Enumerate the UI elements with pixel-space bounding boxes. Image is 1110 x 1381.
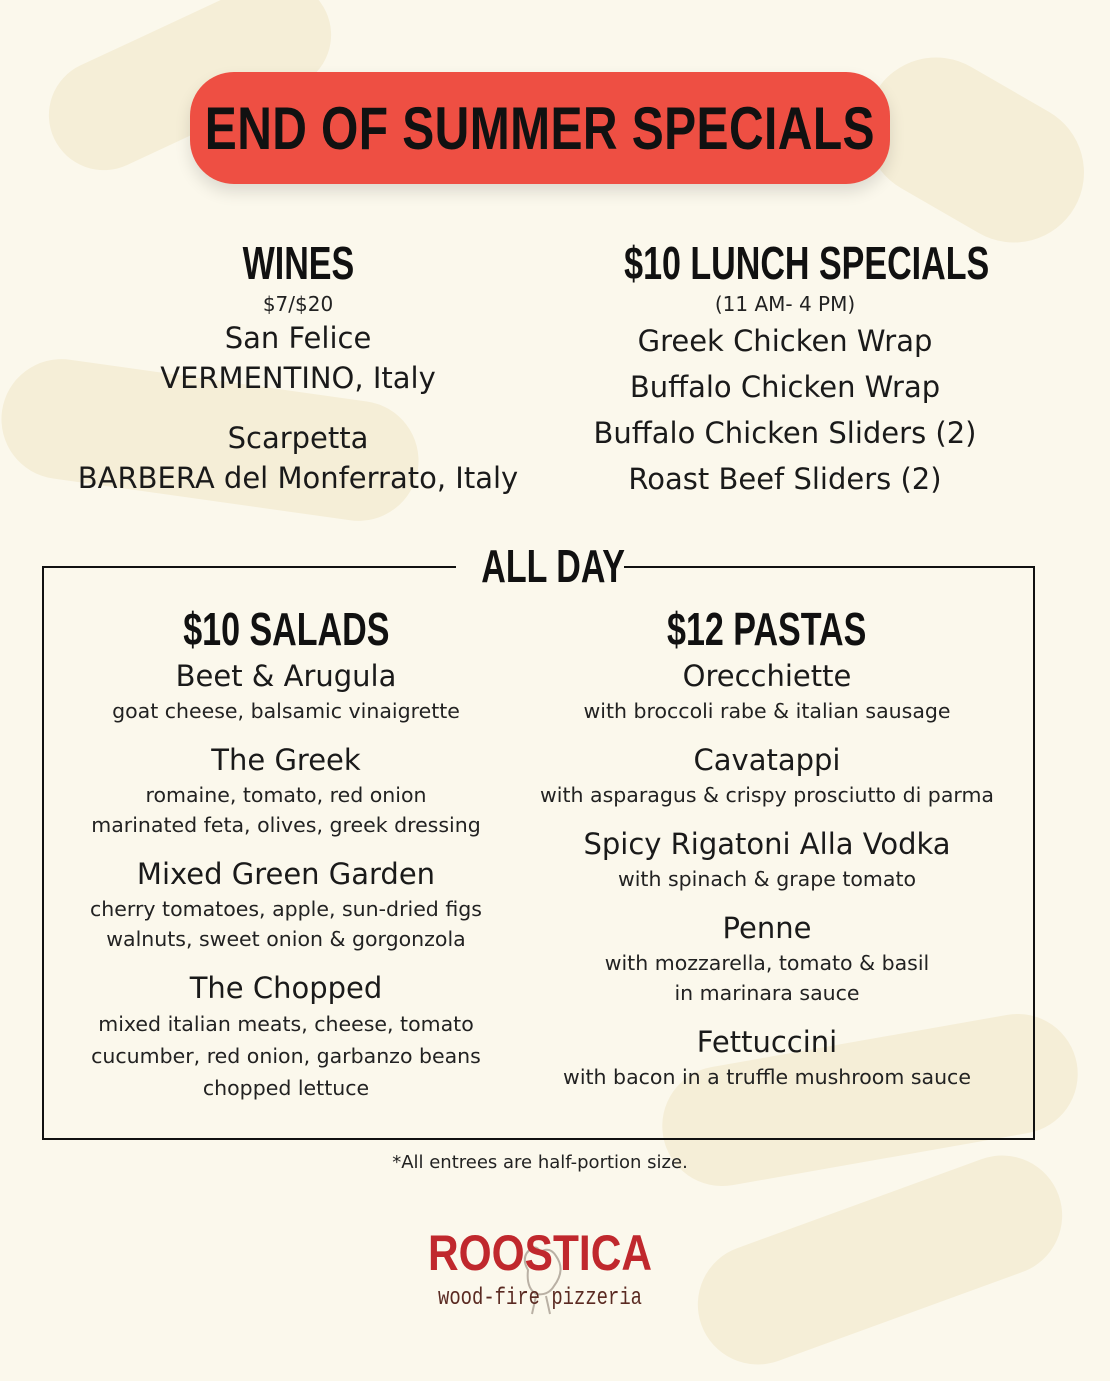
lunch-heading: $10 LUNCH SPECIALS xyxy=(624,237,990,289)
salad-item xyxy=(60,968,512,1104)
pasta-desc: in marinara sauce xyxy=(674,981,860,1005)
salad-desc: cherry tomatoes, apple, sun-dried figs xyxy=(90,897,482,921)
salad-desc: chopped lettuce xyxy=(202,1076,370,1100)
pastas-heading: $12 PASTAS xyxy=(667,603,867,655)
pasta-item xyxy=(520,908,1014,1008)
lunch-item: Buffalo Chicken Sliders (2) xyxy=(593,416,977,450)
pasta-desc: with asparagus & crispy prosciutto di parma xyxy=(540,783,994,807)
all-day-heading: ALL DAY xyxy=(481,540,626,592)
logo-artwork xyxy=(410,1212,670,1322)
title-banner xyxy=(190,72,890,184)
pasta-desc: with broccoli rabe & italian sausage xyxy=(583,699,951,723)
lunch-item: Buffalo Chicken Wrap xyxy=(629,370,941,404)
lunch-specials-section xyxy=(560,236,1010,502)
roostica-logo xyxy=(410,1212,670,1322)
logo-wordmark: ROOSTICA xyxy=(428,1225,652,1281)
wine-item xyxy=(50,318,546,398)
salad-item xyxy=(60,854,512,954)
pasta-name: Cavatappi xyxy=(693,743,841,777)
salad-item xyxy=(60,656,512,726)
salad-desc: walnuts, sweet onion & gorgonzola xyxy=(106,927,466,951)
pasta-desc: with bacon in a truffle mushroom sauce xyxy=(563,1065,971,1089)
footnote: *All entrees are half-portion size. xyxy=(392,1152,688,1173)
pasta-desc: with spinach & grape tomato xyxy=(617,867,917,891)
pasta-desc: with mozzarella, tomato & basil xyxy=(604,951,930,975)
salad-item xyxy=(60,740,512,840)
salad-desc: cucumber, red onion, garbanzo beans xyxy=(91,1044,481,1068)
wine-origin: VERMENTINO, Italy xyxy=(160,361,436,395)
salad-name: Mixed Green Garden xyxy=(136,857,436,891)
pasta-item xyxy=(520,656,1014,726)
wine-name: Scarpetta xyxy=(227,421,369,455)
salads-section xyxy=(60,602,512,1104)
wines-price: $7/$20 xyxy=(262,292,334,316)
wine-item xyxy=(50,418,546,498)
salad-name: Beet & Arugula xyxy=(175,659,397,693)
salad-desc: goat cheese, balsamic vinaigrette xyxy=(112,699,460,723)
lunch-item: Roast Beef Sliders (2) xyxy=(628,462,942,496)
pasta-name: Penne xyxy=(722,911,812,945)
pasta-item xyxy=(520,740,1014,810)
pasta-name: Spicy Rigatoni Alla Vodka xyxy=(583,827,951,861)
wines-heading: WINES xyxy=(242,237,354,289)
salads-heading: $10 SALADS xyxy=(182,603,390,655)
salad-desc: mixed italian meats, cheese, tomato xyxy=(98,1012,474,1036)
pasta-name: Fettuccini xyxy=(696,1025,838,1059)
pasta-item xyxy=(520,824,1014,894)
pasta-name: Orecchiette xyxy=(682,659,852,693)
pastas-section xyxy=(520,602,1014,1092)
wine-name: San Felice xyxy=(224,321,372,355)
salad-desc: marinated feta, olives, greek dressing xyxy=(91,813,481,837)
pasta-item xyxy=(520,1022,1014,1092)
salad-name: The Chopped xyxy=(189,971,383,1005)
salad-name: The Greek xyxy=(211,743,361,777)
page-title: END OF SUMMER SPECIALS xyxy=(204,94,876,162)
logo-tagline: wood-fire pizzeria xyxy=(438,1285,642,1312)
lunch-item: Greek Chicken Wrap xyxy=(637,324,933,358)
lunch-hours: (11 AM- 4 PM) xyxy=(714,292,856,316)
wines-section xyxy=(50,236,546,498)
wine-origin: BARBERA del Monferrato, Italy xyxy=(77,461,519,495)
all-day-label-wrap xyxy=(456,538,624,594)
salad-desc: romaine, tomato, red onion xyxy=(145,783,427,807)
